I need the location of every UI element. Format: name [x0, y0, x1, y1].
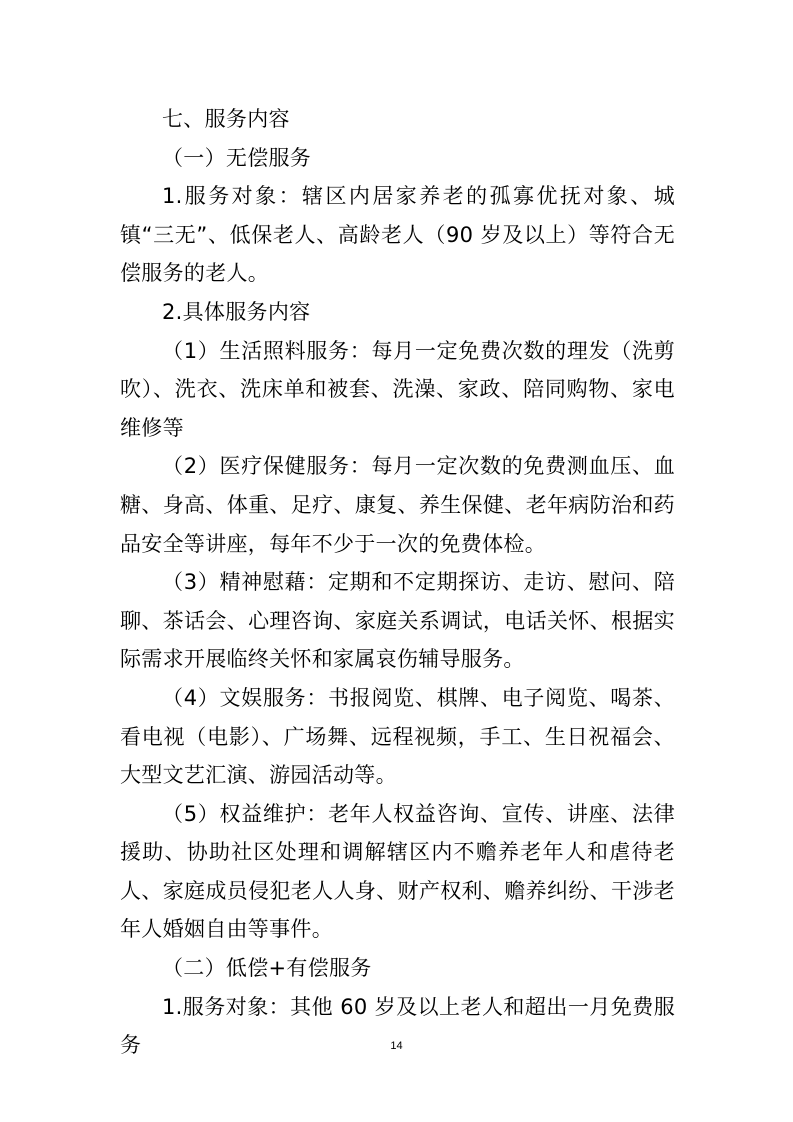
document-body	[120, 100, 675, 1065]
paragraph-life-care-service: （1）生活照料服务：每月一定免费次数的理发（洗剪吹）、洗衣、洗床单和被套、洗澡、家政、陪同购物、家电维修等	[120, 338, 675, 440]
paragraph-entertainment-service: （4）文娱服务：书报阅览、棋牌、电子阅览、喝茶、看电视（电影）、广场舞、远程视频，手工、生日祝福会、大型文艺汇演、游园活动等。	[120, 685, 675, 788]
paragraph-specific-service-content: 2.具体服务内容	[162, 299, 311, 324]
subsection-heading-low-cost-paid-service: （二）低偿+有偿服务	[162, 956, 372, 981]
page-number: 14	[390, 1040, 403, 1052]
paragraph-spiritual-comfort: （3）精神慰藉：定期和不定期探访、走访、慰问、陪聊、茶话会、心理咨询、家庭关系调试，电话关怀、根据实际需求开展临终关怀和家属哀伤辅导服务。	[120, 570, 675, 672]
paragraph-free-service-target: 1.服务对象：辖区内居家养老的孤寡优抚对象、城镇“三无”、低保老人、高龄老人（90 岁及以上）等符合无偿服务的老人。	[120, 184, 675, 286]
paragraph-rights-protection: （5）权益维护：老年人权益咨询、宣传、讲座、法律援助、协助社区处理和调解辖区内不赡养老年人和虐待老人、家庭成员侵犯老人人身、财产权利、赡养纠纷、干涉老年人婚姻自由等事件。	[120, 801, 675, 942]
paragraph-paid-service-target: 1.服务对象：其他 60 岁及以上老人和超出一月免费服务	[120, 994, 675, 1058]
section-heading-service-content: 七、服务内容	[162, 107, 290, 131]
paragraph-medical-care-service: （2）医疗保健服务：每月一定次数的免费测血压、血糖、身高、体重、足疗、康复、养生保健、老年病防治和药品安全等讲座，每年不少于一次的免费体检。	[120, 454, 675, 556]
subsection-heading-free-service: （一）无偿服务	[162, 145, 312, 170]
